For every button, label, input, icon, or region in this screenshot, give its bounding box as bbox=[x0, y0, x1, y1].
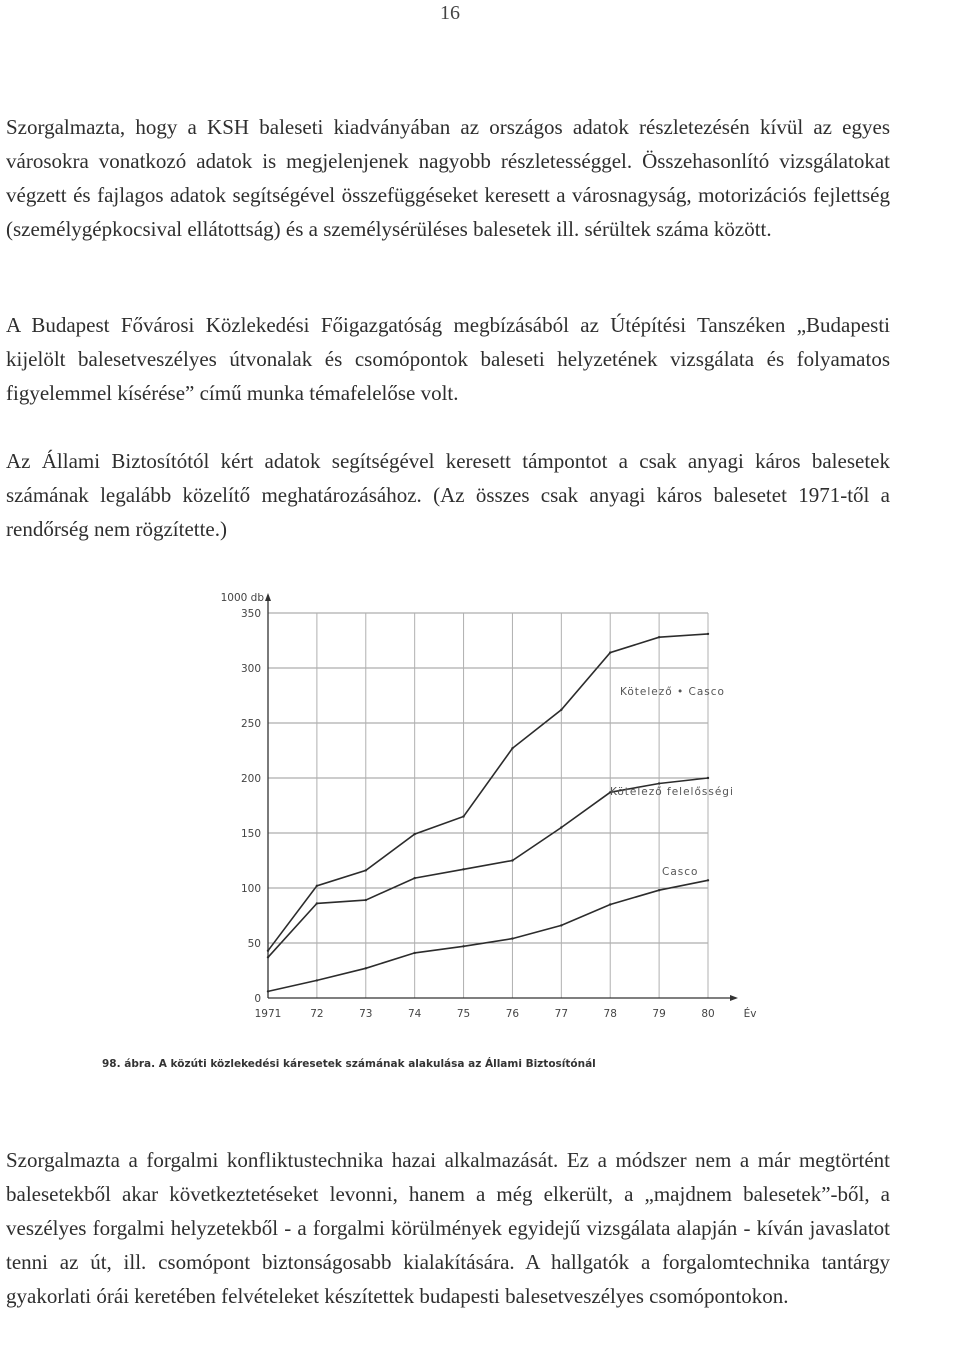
x-tick-label: 79 bbox=[652, 1008, 666, 1020]
series-point bbox=[462, 815, 464, 817]
series-point bbox=[658, 636, 660, 638]
series-label: Kötelező • Casco bbox=[620, 686, 725, 698]
series-point bbox=[609, 903, 611, 905]
series-point bbox=[365, 869, 367, 871]
series-point bbox=[707, 633, 709, 635]
series-point bbox=[609, 651, 611, 653]
y-axis-arrow bbox=[265, 593, 271, 601]
x-axis-arrow bbox=[730, 995, 738, 1001]
series-point bbox=[707, 879, 709, 881]
x-tick-label: 75 bbox=[456, 1008, 471, 1020]
paragraph-3: Az Állami Biztosítótól kért adatok segítségével keresett támpontot a csak anyagi káros balesetek számának legalább közelítő meghatározásához. (Az összes csak anyagi káros balesetet 1971-től a rendőrség nem rögzítette.) bbox=[6, 449, 890, 541]
series-point bbox=[560, 826, 562, 828]
series-point bbox=[511, 747, 513, 749]
x-tick-label: 80 bbox=[701, 1008, 715, 1020]
y-tick-label: 150 bbox=[240, 828, 261, 840]
y-tick-label: 100 bbox=[240, 883, 261, 895]
y-tick-label: 350 bbox=[240, 608, 261, 620]
x-tick-label: 73 bbox=[359, 1008, 373, 1020]
y-tick-label: 250 bbox=[240, 718, 261, 730]
series-point bbox=[560, 924, 562, 926]
series-point bbox=[511, 937, 513, 939]
y-tick-label: 300 bbox=[240, 663, 261, 675]
x-axis-label: Év bbox=[743, 1008, 757, 1020]
series-point bbox=[658, 889, 660, 891]
series-point bbox=[462, 868, 464, 870]
series-point bbox=[413, 877, 415, 879]
x-tick-label: 76 bbox=[505, 1008, 520, 1020]
series-point bbox=[707, 777, 709, 779]
series-point bbox=[365, 967, 367, 969]
paragraph-2: A Budapest Fővárosi Közlekedési Főigazgatóság megbízásából az Útépítési Tanszéken „Budapesti kijelölt balesetveszélyes útvonalak és csomópontok baleseti helyzetének vizsgálata és folyamatos figyelemmel kísérése” című munka témafelelőse volt. bbox=[6, 313, 890, 405]
x-tick-label: 77 bbox=[554, 1008, 569, 1020]
series-label: Kötelező felelősségi bbox=[610, 786, 734, 798]
series-point bbox=[365, 899, 367, 901]
series-point bbox=[267, 956, 269, 958]
series-point bbox=[511, 859, 513, 861]
paragraph-4: Szorgalmazta a forgalmi konfliktustechnika hazai alkalmazását. Ez a módszer nem a már megtörtént balesetekből akar következtetéseket levonni, hanem a még elkerült, a „majdnem balesetek”-ből, a veszélyes forgalmi helyzetekből - a forgalmi körülmények egyidejű vizsgálata alapján - kíván javaslatot tenni az út, ill. csomópont biztonságosabb kialakítására. A hallgatók a forgalomtechnika tantárgy gyakorlati órái keretében felvételeket készítettek budapesti balesetveszélyes csomópontokon. bbox=[6, 1148, 890, 1308]
figure-caption: 98. ábra. A közúti közlekedési káresetek számának alakulása az Állami Biztosítónál bbox=[102, 1058, 596, 1070]
series-point bbox=[413, 833, 415, 835]
series-point bbox=[267, 950, 269, 952]
series-label: Casco bbox=[662, 866, 699, 878]
x-tick-label: 1971 bbox=[254, 1008, 282, 1020]
x-tick-label: 74 bbox=[407, 1008, 422, 1020]
y-tick-label: 50 bbox=[247, 938, 261, 950]
x-tick-label: 78 bbox=[603, 1008, 617, 1020]
y-axis-label: 1000 db bbox=[220, 592, 264, 604]
series-point bbox=[316, 902, 318, 904]
series-line bbox=[268, 778, 708, 957]
page-number: 16 bbox=[440, 2, 460, 24]
series-point bbox=[316, 885, 318, 887]
accident-chart bbox=[0, 585, 960, 1055]
series-point bbox=[267, 990, 269, 992]
figure bbox=[0, 585, 960, 1085]
x-tick-label: 72 bbox=[310, 1008, 324, 1020]
series-point bbox=[560, 709, 562, 711]
series-line bbox=[268, 880, 708, 991]
series-point bbox=[316, 979, 318, 981]
paragraph-1: Szorgalmazta, hogy a KSH baleseti kiadványában az országos adatok részletezésén kívül az egyes városokra vonatkozó adatok is megjelenjenek nagyobb részletességgel. Összehasonlító vizsgálatokat végzett és fajlagos adatok segítségével összefüggéseket keresett a városnagyság, motorizációs fejlettség (személygépkocsival ellátottság) és a személysérüléses balesetek ill. sérültek száma között. bbox=[6, 115, 890, 241]
series-point bbox=[462, 945, 464, 947]
y-tick-label: 0 bbox=[254, 993, 261, 1005]
series-point bbox=[658, 782, 660, 784]
y-tick-label: 200 bbox=[240, 773, 261, 785]
series-point bbox=[413, 952, 415, 954]
